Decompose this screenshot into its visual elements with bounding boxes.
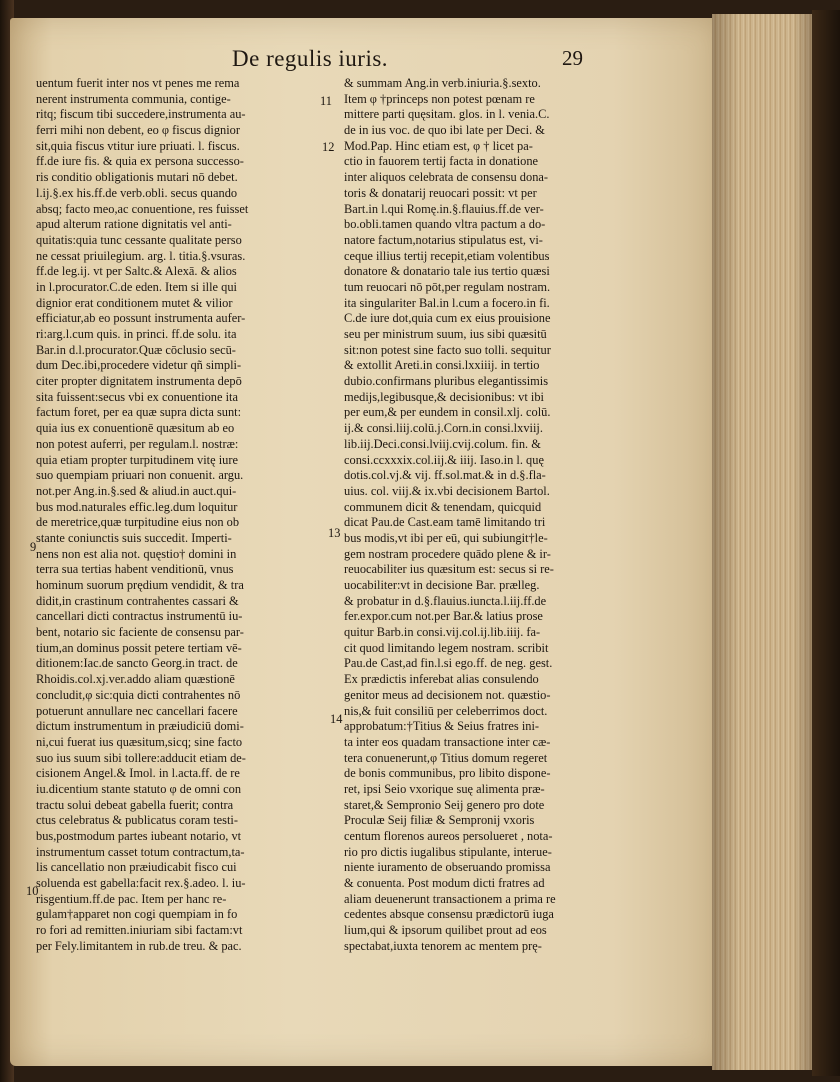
text-line: ditionem:Iac.de sancto Georg.in tract. de bbox=[36, 656, 238, 671]
text-line: Rhoidis.col.xj.ver.addo aliam quæstionē bbox=[36, 672, 235, 687]
margin-number-10: 10 bbox=[26, 884, 39, 898]
text-line: instrumentum casset totum contractum,ta- bbox=[36, 844, 245, 859]
text-line: staret,& Sempronio Seij genero pro dote bbox=[344, 797, 545, 812]
folio-number: 29 bbox=[562, 46, 583, 70]
text-line: ris conditio obligationis mutari nō debet. bbox=[36, 170, 238, 185]
text-line: suo ius suum sibi tollere:adducit etiam de- bbox=[36, 750, 246, 765]
text-line: spectabat,iuxta tenorem ac mentem prę- bbox=[344, 938, 542, 953]
text-line: toris & donatarij reuocari possit: vt per bbox=[344, 185, 537, 200]
cover-edge bbox=[812, 10, 840, 1076]
text-line: cit quod limitando legem nostram. scribit bbox=[344, 640, 549, 655]
text-line: & summam Ang.in verb.iniuria.§.sexto. bbox=[344, 76, 541, 90]
margin-number-13: 13 bbox=[328, 526, 341, 540]
text-line: tum reuocari nō pōt,per regulam nostram. bbox=[344, 279, 551, 294]
right-text-column bbox=[344, 76, 630, 955]
text-line: uocabiliter:vt in decisione Bar. prælleg. bbox=[344, 578, 540, 592]
margin-number-11: 11 bbox=[320, 94, 332, 108]
text-line: sita fuissent:secus vbi ex conuentione ita bbox=[36, 389, 238, 404]
text-line: & probatur in d.§.flauius.iuncta.l.iij.ff.de bbox=[344, 593, 547, 608]
text-line: bo.obli.tamen quando vltra pactum a do- bbox=[344, 217, 546, 232]
margin-number-12: 12 bbox=[322, 140, 335, 154]
text-line: Mod.Pap. Hinc etiam est, φ † licet pa- bbox=[344, 138, 533, 153]
text-line: mittere parti quęsitam. glos. in l. venia.C. bbox=[344, 107, 550, 122]
text-line: ne cessat priuilegium. arg. l. titia.§.vsuras. bbox=[36, 248, 246, 263]
text-line: non potest auferri, per regulam.l. nostræ: bbox=[36, 436, 239, 451]
text-line: Bart.in l.qui Romę.in.§.flauius.ff.de ver- bbox=[344, 201, 544, 216]
text-line: uentum fuerit inter nos vt penes me rema bbox=[36, 76, 240, 90]
text-line: Item φ †princeps non potest pœnam re bbox=[344, 91, 535, 106]
text-line: uius. col. viij.& ix.vbi decisionem Bartol. bbox=[344, 483, 550, 498]
text-line: hominum suorum prędium vendidit, & tra bbox=[36, 578, 244, 592]
text-line: donatore & donatario tale ius tertio quæsi bbox=[344, 264, 550, 279]
text-line: ita singulariter Bal.in l.cum a focero.in fi. bbox=[344, 295, 550, 310]
text-line: bus mod.naturales effic.leg.dum loquitur bbox=[36, 499, 238, 514]
text-line: citer propter dignitatem instrumenta depō bbox=[36, 374, 242, 389]
text-line: efficiatur,ab eo possunt instrumenta aufer- bbox=[36, 311, 246, 326]
text-line: ff.de leg.ij. vt per Saltc.& Alexā. & alios bbox=[36, 264, 237, 279]
text-line: & conuenta. Post modum dicti fratres ad bbox=[344, 876, 545, 891]
text-line: Ex prædictis inferebat alias consulendo bbox=[344, 672, 539, 687]
text-line: sit,quia fiscus vtitur iure priuati. l. fiscus. bbox=[36, 138, 240, 153]
text-line: didit,in crastinum contrahentes cassari & bbox=[36, 593, 239, 608]
text-line: centum florenos aureos persolueret , nota- bbox=[344, 829, 553, 843]
text-line: Proculæ Seij filiæ & Sempronij vxoris bbox=[344, 813, 535, 828]
text-line: stante coniunctis suis succedit. Imperti- bbox=[36, 530, 232, 545]
text-line: quitatis:quia tunc cessante qualitate perso bbox=[36, 232, 242, 247]
text-line: Pau.de Cast,ad fin.l.si ego.ff. de neg. gest. bbox=[344, 656, 553, 671]
fore-edge-shadow bbox=[712, 14, 820, 1070]
text-line: lium,qui & ipsorum quilibet prout ad eos bbox=[344, 923, 547, 938]
text-line: ferri mihi non debent, eo φ fiscus dignior bbox=[36, 123, 240, 138]
text-line: ta inter eos quadam transactione inter cæ- bbox=[344, 734, 551, 749]
text-line: in l.procurator.C.de eden. Item si ille qui bbox=[36, 279, 237, 294]
running-title: De regulis iuris. bbox=[232, 46, 389, 71]
text-line: tera conuenerunt,φ Titius domum regeret bbox=[344, 750, 548, 765]
text-line: dicat Pau.de Cast.eam tamē limitando tri bbox=[344, 515, 546, 530]
text-line: ni,cui fuerat ius quæsitum,sicq; sine facto bbox=[36, 734, 243, 749]
text-line: concludit,φ sic:quia dicti contrahentes nō bbox=[36, 687, 241, 702]
text-line: lib.iij.Deci.consi.lviij.cvij.colum. fin. & bbox=[344, 436, 541, 451]
text-line: nens non est alia not. quęstio† domini in bbox=[36, 546, 237, 561]
text-line: ret, ipsi Seio vxorique suę alimenta præ- bbox=[344, 781, 545, 796]
text-line: rio pro dictis iugalibus stipulante, interue- bbox=[344, 844, 552, 859]
text-line: dignior erat conditionem mutet & vilior bbox=[36, 295, 233, 310]
text-line: bent, notario sic faciente de consensu par- bbox=[36, 625, 244, 640]
left-text-column bbox=[36, 76, 334, 955]
text-line: genitor meus ad decisionem not. quæstio- bbox=[344, 687, 551, 702]
text-line: communem dicit & tenendam, quicquid bbox=[344, 499, 542, 514]
text-line: niente iuramento de obseruando promissa bbox=[344, 860, 551, 875]
text-line: cisionem Angel.& Imol. in l.acta.ff. de re bbox=[36, 766, 240, 781]
text-line: not.per Ang.in.§.sed & aliud.in auct.qui- bbox=[36, 483, 237, 498]
text-line: absq; facto meo,ac conuentione, res fuisset bbox=[36, 201, 249, 216]
text-line: dotis.col.vj.& vij. ff.sol.mat.& in d.§.fla- bbox=[344, 468, 546, 483]
text-line: ctus celebratus & publicatus coram testi- bbox=[36, 813, 238, 828]
text-line: gulam†apparet non cogi quempiam in fo bbox=[36, 907, 238, 922]
text-line: quitur Barb.in consi.vij.col.ij.lib.iiij. fa- bbox=[344, 625, 541, 640]
text-line: dubio.confirmans pluribus elegantissimis bbox=[344, 374, 549, 389]
text-line: bus,postmodum partes iubeant notario, vt bbox=[36, 829, 242, 843]
margin-number-14: 14 bbox=[330, 712, 343, 726]
text-line: & extollit Areti.in consi.lxxiiij. in tertio bbox=[344, 358, 540, 373]
text-line: apud alterum ratione dignitatis vel anti- bbox=[36, 217, 232, 232]
text-line: factum foret, per ea quæ supra dicta sunt: bbox=[36, 405, 242, 420]
text-line: cedentes absque consensu prædictorū iuga bbox=[344, 907, 554, 922]
text-line: tractu solui debeat gabella fuerit; contra bbox=[36, 797, 234, 812]
text-line: tium,an dominus possit petere tertiam vē- bbox=[36, 640, 242, 655]
text-line: ff.de iure fis. & quia ex persona successo- bbox=[36, 154, 244, 169]
text-line: dum Dec.ibi,procedere videtur qñ simpli- bbox=[36, 358, 242, 373]
text-line: ritq; fiscum tibi succedere,instrumenta au- bbox=[36, 107, 246, 122]
text-line: de bonis communibus, pro libito dispone- bbox=[344, 766, 551, 781]
text-line: cancellari dicti contractus instrumentū iu- bbox=[36, 609, 243, 624]
text-line: ctio in fauorem tertij facta in donatione bbox=[344, 154, 539, 169]
text-line: aliam deuenerunt transactionem a prima re bbox=[344, 891, 556, 906]
text-line: ri:arg.l.cum quis. in princi. ff.de solu. ita bbox=[36, 327, 237, 341]
text-line: C.de iure dot,quia cum ex eius prouisione bbox=[344, 311, 551, 326]
text-line: risgentium.ff.de pac. Item per hanc re- bbox=[36, 891, 227, 906]
text-line: fer.expor.cum not.per Bar.& latius prose bbox=[344, 609, 543, 624]
text-line: per eum,& per eundem in consil.xlj. colū. bbox=[344, 405, 551, 420]
text-line: reuocabiliter ius quæsitum est: secus si re- bbox=[344, 562, 554, 577]
text-line: potuerunt annullare nec cancellari facere bbox=[36, 703, 238, 718]
text-line: sit:non potest sine facto suo tolli. sequitur bbox=[344, 342, 551, 357]
text-line: nerent instrumenta communia, contige- bbox=[36, 91, 231, 106]
text-line: consi.ccxxxix.col.iij.& iiij. Iaso.in l. quę bbox=[344, 452, 544, 467]
text-line: de meretrice,quæ turpitudine eius non ob bbox=[36, 515, 240, 530]
text-line: de in ius voc. de quo ibi late per Deci. & bbox=[344, 123, 545, 138]
text-line: seu per ministrum suum, ius sibi quæsitū bbox=[344, 327, 547, 341]
text-line: l.ij.§.ex his.ff.de verb.obli. secus quando bbox=[36, 185, 238, 200]
text-line: soluenda est gabella:facit rex.§.adeo. l. iu- bbox=[36, 876, 246, 891]
text-line: quia etiam propter turpitudinem vitę iure bbox=[36, 452, 238, 467]
text-line: terra sua tertias habent venditionū, vnus bbox=[36, 562, 234, 577]
text-line: gem nostram procedere quādo plene & ir- bbox=[344, 546, 551, 561]
text-line: ceque illius tertij recepit,etiam volentibus bbox=[344, 248, 550, 263]
margin-number-9: 9 bbox=[30, 540, 37, 554]
text-line: quia ius ex conuentionē quæsitum ab eo bbox=[36, 421, 235, 436]
text-line: inter aliquos celebrata de consensu dona- bbox=[344, 170, 549, 185]
text-line: lis cancellatio non præiudicabit fisco cui bbox=[36, 860, 237, 875]
text-line: approbatum:†Titius & Seius fratres ini- bbox=[344, 719, 540, 734]
text-line: ro fori ad remitten.iniuriam sibi factam:vt bbox=[36, 923, 243, 938]
text-line: nis,& fuit consiliū per celeberrimos doct. bbox=[344, 703, 548, 718]
text-line: iu.dicentium stante statuto φ de omni con bbox=[36, 781, 242, 796]
text-line: medijs,legibusque,& decisionibus: vt ibi bbox=[344, 389, 544, 404]
text-line: suo quempiam priuari non conuenit. argu. bbox=[36, 468, 244, 483]
text-line: natore factum,notarius stipulatus est, vi- bbox=[344, 232, 543, 247]
text-line: Bar.in d.l.procurator.Quæ cōclusio secū- bbox=[36, 342, 236, 357]
text-line: dictum instrumentum in præiudiciū domi- bbox=[36, 719, 244, 734]
text-line: bus modis,vt ibi per eū, qui subiungit†le- bbox=[344, 530, 548, 545]
text-line: per Fely.limitantem in rub.de treu. & pac. bbox=[36, 938, 242, 953]
text-line: ij.& consi.liij.colū.j.Corn.in consi.lxviij. bbox=[344, 421, 543, 436]
